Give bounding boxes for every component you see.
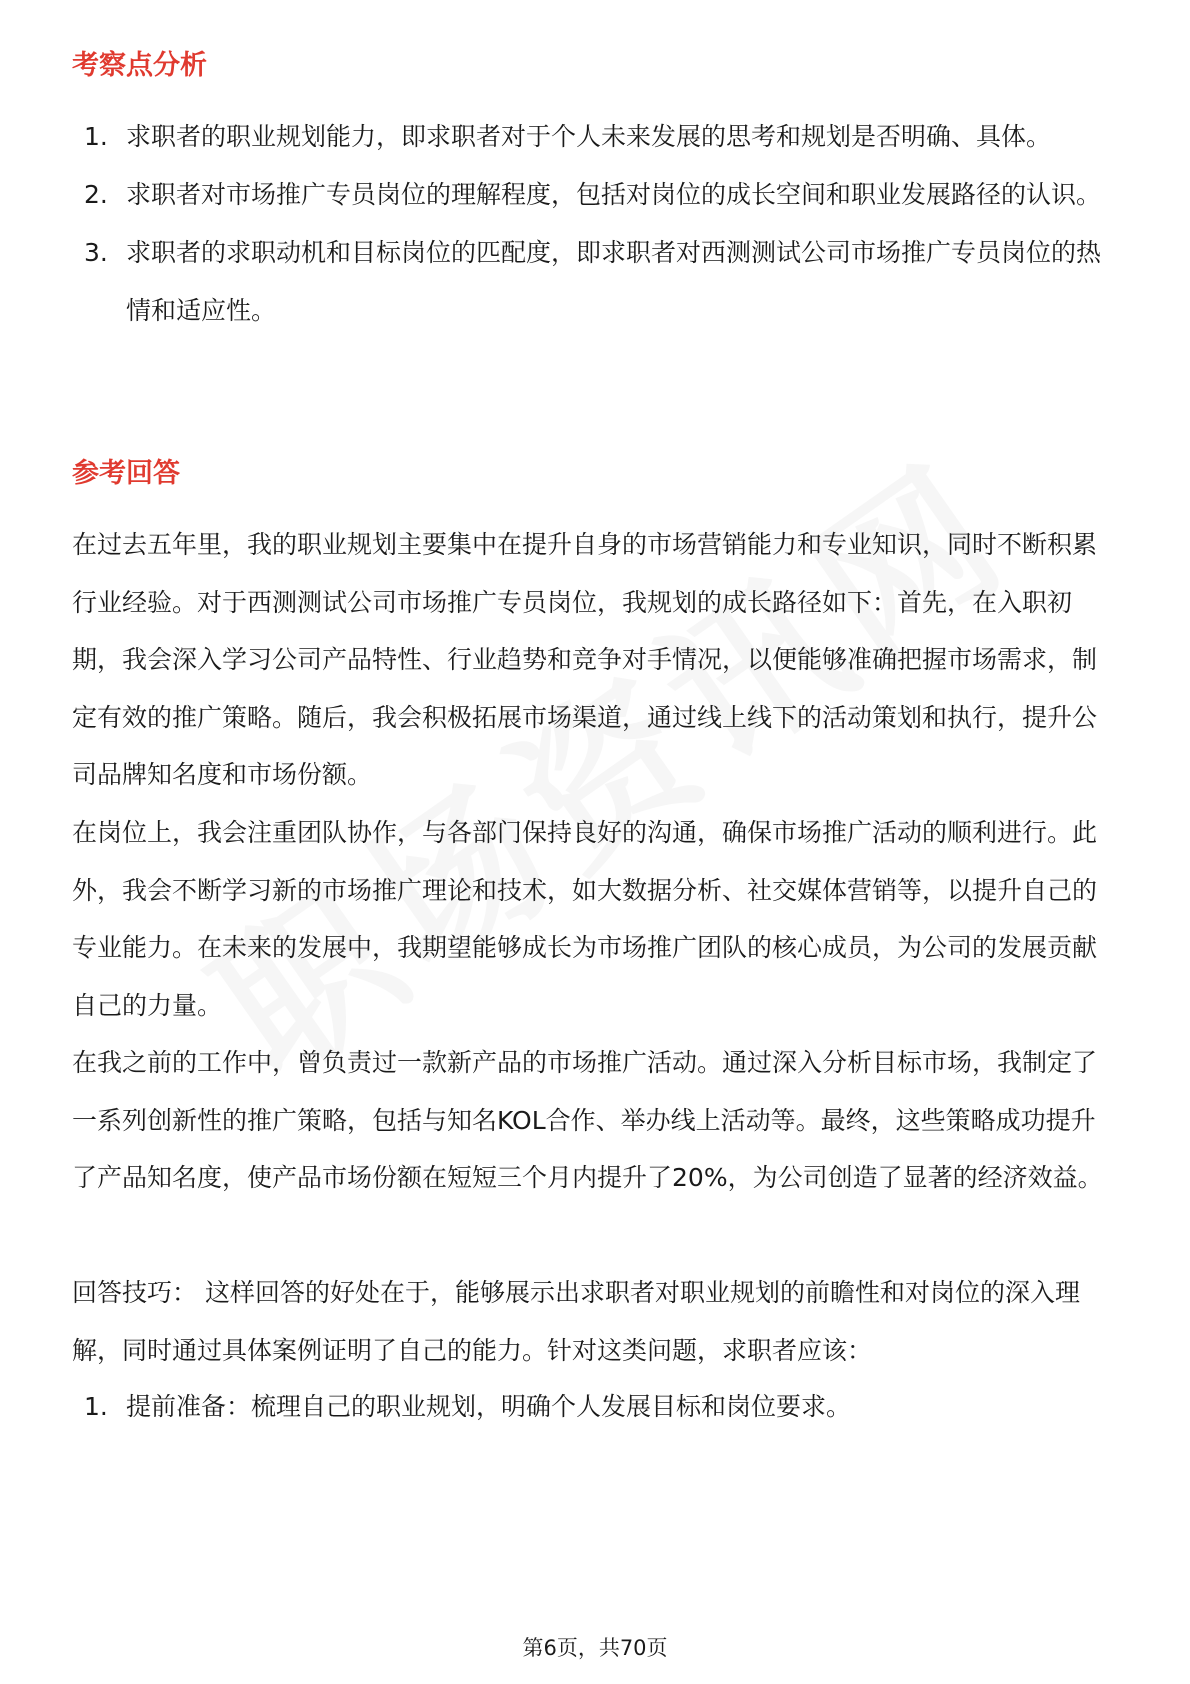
answer-paragraph: 在过去五年里，我的职业规划主要集中在提升自身的市场营销能力和专业知识，同时不断积累行业经验。对于西测测试公司市场推广专员岗位，我规划的成长路径如下：首先，在入职初期，我会深入学习公司产品特性、行业趋势和竞争对手情况，以便能够准确把握市场需求，制定有效的推广策略。随后，我会积极拓展市场渠道，通过线上线下的活动策划和执行，提升公司品牌知名度和市场份额。 [72, 530, 1098, 789]
analysis-list [72, 108, 1118, 340]
list-item-number: 3. [84, 238, 108, 267]
answer-paragraph: 在我之前的工作中，曾负责过一款新产品的市场推广活动。通过深入分析目标市场，我制定了一系列创新性的推广策略，包括与知名KOL合作、举办线上活动等。最终，这些策略成功提升了产品知名度，使产品市场份额在短短三个月内提升了20%，为公司创造了显著的经济效益。 [72, 1048, 1103, 1192]
list-item-text: 提前准备：梳理自己的职业规划，明确个人发展目标和岗位要求。 [126, 1392, 852, 1421]
list-item-number: 1. [84, 122, 108, 151]
answer-tips-paragraph: 回答技巧： 这样回答的好处在于，能够展示出求职者对职业规划的前瞻性和对岗位的深入理解，同时通过具体案例证明了自己的能力。针对这类问题，求职者应该： [72, 1278, 1080, 1365]
list-item [72, 108, 1118, 166]
list-item-text: 求职者的职业规划能力，即求职者对于个人未来发展的思考和规划是否明确、具体。 [126, 122, 1052, 151]
list-item-text: 求职者的求职动机和目标岗位的匹配度，即求职者对西测测试公司市场推广专员岗位的热情和适应性。 [126, 238, 1102, 325]
answer-paragraph: 在岗位上，我会注重团队协作，与各部门保持良好的沟通，确保市场推广活动的顺利进行。此外，我会不断学习新的市场推广理论和技术，如大数据分析、社交媒体营销等，以提升自己的专业能力。在未来的发展中，我期望能够成长为市场推广团队的核心成员，为公司的发展贡献自己的力量。 [72, 818, 1098, 1020]
section-title-analysis: 考察点分析 [72, 50, 207, 81]
list-item-number: 1. [84, 1392, 108, 1421]
page-number: 第6页，共70页 [522, 1636, 668, 1660]
list-item-number: 2. [84, 180, 108, 209]
tips-list [72, 1378, 1118, 1436]
section-title-answer: 参考回答 [72, 458, 180, 489]
list-item-text: 求职者对市场推广专员岗位的理解程度，包括对岗位的成长空间和职业发展路径的认识。 [126, 180, 1102, 209]
list-item [72, 166, 1118, 224]
list-item [72, 224, 1118, 340]
list-item [72, 1378, 1118, 1436]
